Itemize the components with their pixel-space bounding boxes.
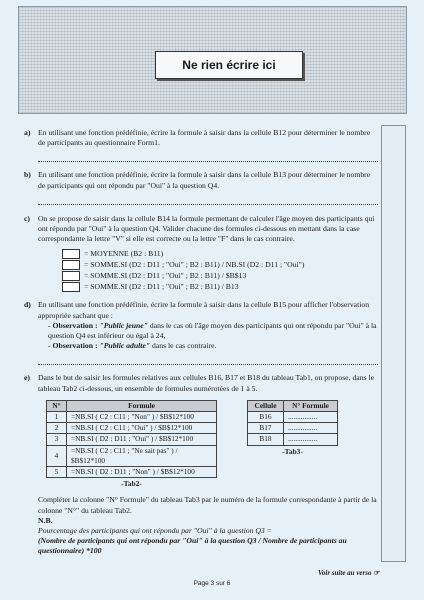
tables-row: [46, 400, 378, 490]
question-b-text: En utilisant une fonction prédéfinie, écrire la formule à saisir dans la cellule B13 pour déterminer le nombre de participants qui ont répondu par "Oui" à la question Q4.: [38, 170, 371, 190]
tab2-wrapper: [46, 400, 217, 490]
question-e-label: e): [24, 373, 30, 383]
observation-2-value: "Public adulte": [99, 341, 151, 351]
answer-line-b[interactable]: [38, 199, 378, 205]
answer-line-d[interactable]: [38, 359, 378, 365]
page-number: Page 3 sur 6: [193, 580, 231, 587]
answer-line-a[interactable]: [38, 156, 378, 162]
question-d-label: d): [24, 300, 31, 310]
tab3-header-formula-num: N° Formule: [284, 400, 338, 411]
tab3-answer-cell[interactable]: ................: [284, 434, 338, 445]
tab3-wrapper: [247, 400, 338, 490]
tab2-header-num: N°: [47, 400, 67, 411]
validation-row: [62, 270, 378, 281]
tab3-cell-ref: B17: [248, 423, 284, 434]
tab2-num-cell: 4: [47, 445, 67, 466]
validation-checkbox-2[interactable]: [62, 260, 80, 270]
tab2-table: [46, 400, 217, 478]
tab2-formula-cell: =NB.SI ( D2 : D11 ; "Oui" ) / $B$12*100: [67, 434, 217, 445]
grading-margin-column: [381, 125, 406, 562]
tab2-caption: -Tab2-: [121, 479, 142, 489]
observation-1-condition: dans le cas où l'âge moyen des participants qui ont répondu par "Oui" à la question Q4 est inférieur ou égal à 24,: [48, 320, 377, 341]
table-row: [47, 412, 217, 423]
table-row: [47, 423, 217, 434]
question-d: [22, 300, 378, 351]
tab3-caption: -Tab3-: [282, 446, 303, 456]
observation-2: [48, 341, 378, 351]
question-c: [22, 214, 378, 245]
question-a: [22, 128, 378, 148]
table-row: [47, 434, 217, 445]
table-row: [248, 412, 338, 423]
table-row: [248, 423, 338, 434]
validation-row: [62, 281, 378, 292]
question-c-text: On se propose de saisir dans la cellule B14 la formule permettant de calculer l'âge moyen des participants qui ont répondu par "Oui" à la question Q4. Valider chacune des formules ci-dessous en mettant dans la case correspondante la lettre "V" si elle est correcte ou la lettre "F" dans le cas contraire.: [38, 213, 375, 244]
tab2-formula-cell: =NB.SI ( C2 : C11 ; "Ne sait pas" ) / $B$12*100: [67, 445, 217, 466]
observation-2-condition: dans le cas contraire.: [150, 341, 217, 351]
table-row: [47, 467, 217, 478]
validation-checkbox-3[interactable]: [62, 271, 80, 281]
question-d-text: En utilisant une fonction prédéfinie, écrire la formule à saisir dans la cellule B15 pour afficher l'observation appropriée sachant que :: [38, 300, 370, 320]
formula-validation-list: [62, 248, 378, 292]
nb-label: N.B.: [38, 515, 53, 525]
option-formula-1: = MOYENNE (B2 : B11): [84, 248, 164, 258]
continue-overleaf-note: Voir suite au verso ☞: [318, 569, 380, 577]
validation-row: [62, 248, 378, 259]
completion-instruction: Compléter la colonne "N° Formule" du tableau Tab3 par le numéro de la formule correspondante à partir de la colonne "N°" du tableau Tab2.: [38, 495, 377, 515]
observation-1: [48, 321, 378, 341]
tab3-header-cell: Cellule: [248, 400, 284, 411]
question-b-label: b): [24, 170, 31, 180]
question-e: [22, 373, 378, 393]
question-c-label: c): [24, 213, 30, 223]
nb-line-2: (Nombre de participants qui ont répondu par "Oui" à la question Q3 / Nombre de participants au questionnaire) *100: [38, 536, 347, 556]
tab2-header-formula: Formule: [67, 400, 217, 411]
tab2-num-cell: 2: [47, 423, 67, 434]
validation-checkbox-1[interactable]: [62, 249, 80, 259]
tab3-answer-cell[interactable]: ................: [284, 412, 338, 423]
tab2-num-cell: 5: [47, 467, 67, 478]
tab2-header-row: [47, 400, 217, 411]
tab3-answer-cell[interactable]: ................: [284, 423, 338, 434]
validation-row: [62, 259, 378, 270]
question-e-text: Dans le but de saisir les formules relatives aux cellules B16, B17 et B18 du tableau Tab1, on propose, dans le tableau Tab2 ci-dessous, un ensemble de formules numérotées de 1 à 5.: [38, 373, 375, 393]
tab3-cell-ref: B18: [248, 434, 284, 445]
nb-line-1: Pourcentage des participants qui ont répondu par "Oui" à la question Q3 =: [38, 526, 272, 536]
question-b: [22, 170, 378, 190]
tab2-num-cell: 3: [47, 434, 67, 445]
question-a-label: a): [24, 128, 31, 137]
tab2-formula-cell: =NB.SI ( C2 : C11 ; "Oui" ) / $B$12*100: [67, 423, 217, 434]
option-formula-3: = SOMME.SI (D2 : D11 ; "Oui" ; B2 : B11) / $B$13: [84, 270, 247, 280]
tab2-formula-cell: =NB.SI ( D2 : D11 ; "Non" ) / $B$12*100: [67, 467, 217, 478]
tab2-num-cell: 1: [47, 412, 67, 423]
observation-2-prefix: - Observation :: [48, 341, 100, 351]
question-a-text: En utilisant une fonction prédéfinie, écrire la formule à saisir dans la cellule B12 pour déterminer le nombre de participants au questionnaire Form1.: [38, 128, 371, 148]
table-row: [47, 445, 217, 466]
option-formula-4: = SOMME.SI (D2 : D11 ; "Oui" ; B2 : B11) / B13: [84, 281, 239, 291]
option-formula-2: = SOMME.SI (D2 : D11 ; "Oui" ; B2 : B11) / NB.SI (D2 : D11 ; "Oui"): [84, 259, 305, 269]
tab2-formula-cell: =NB.SI ( C2 : C11 ; "Non" ) / $B$12*100: [67, 412, 217, 423]
do-not-write-label: Ne rien écrire ici: [155, 51, 303, 79]
observation-1-value: "Public jeune": [99, 320, 148, 330]
tab3-header-row: [248, 400, 338, 411]
tab3-cell-ref: B16: [248, 412, 284, 423]
do-not-write-area: [18, 6, 407, 114]
tab3-table: [247, 400, 338, 446]
validation-checkbox-4[interactable]: [62, 282, 80, 292]
table-row: [248, 434, 338, 445]
questions-content: [22, 128, 378, 557]
observation-1-prefix: - Observation :: [48, 320, 100, 330]
